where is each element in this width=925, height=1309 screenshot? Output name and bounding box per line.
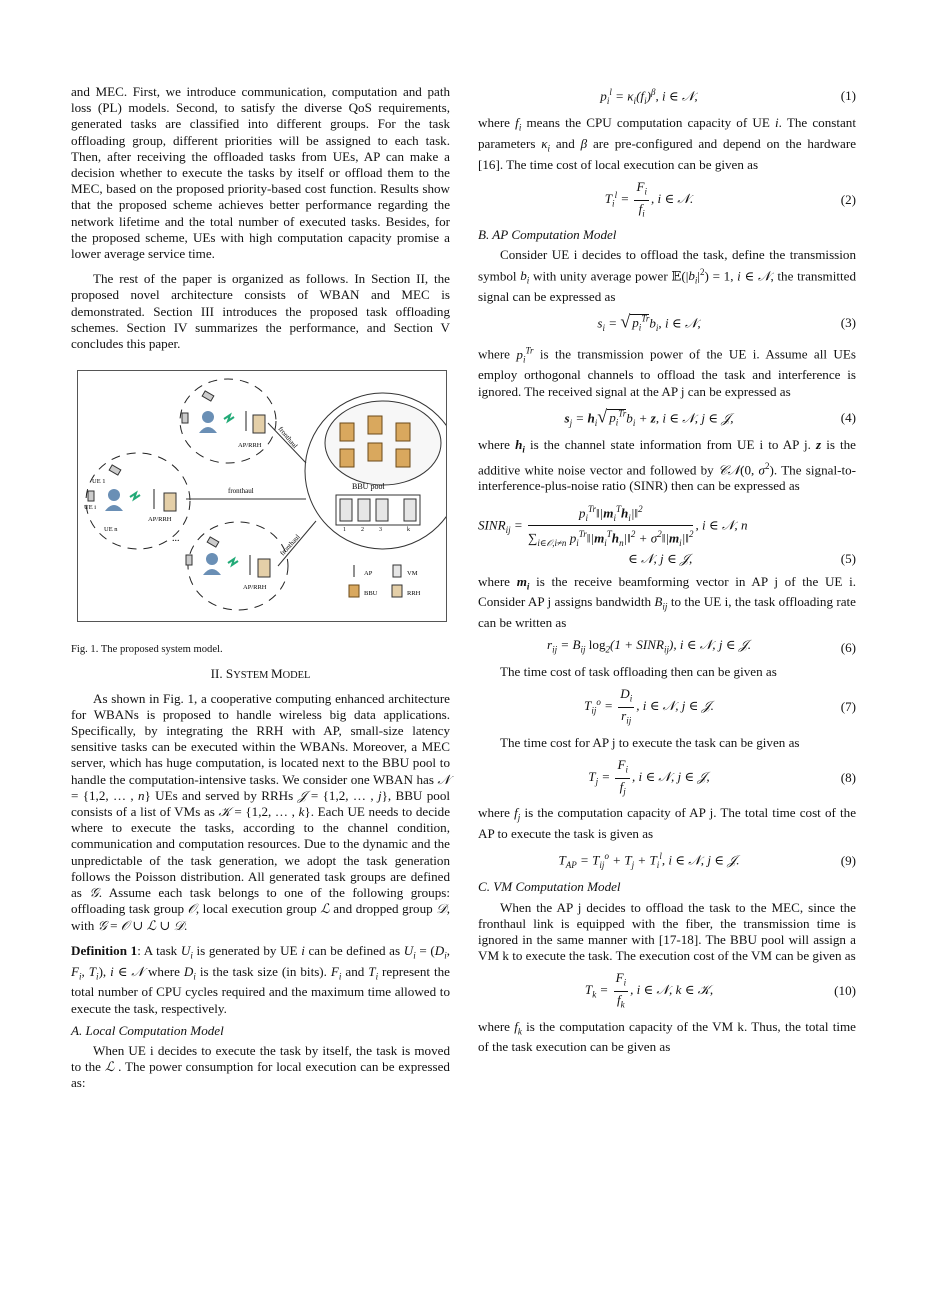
ap-rrh-label-top: AP/RRH [238, 442, 262, 450]
def-text-2: is generated by UE [196, 942, 298, 958]
eq1-text-2: . The constant parameters [478, 115, 856, 151]
where-word: where [478, 436, 510, 452]
def-text-7: represent the total number of CPU cycles required and the maximum time allowed to execute the task, respectively. [71, 963, 450, 1016]
local-model-paragraph: When UE i decides to execute the task by itself, the task is moved to the ℒ . The power consumption for local execution can be expressed as: [71, 1042, 450, 1091]
vm-model-paragraph: When the AP j decides to offload the task to the MEC, since the fronthaul link is equipped with the fiber, the transmission time is ignored in the same manner with [17-18]. The BBU pool will assign a VM k to execute the task. The execution cost of the VM can be given as [478, 899, 856, 964]
left-column [71, 84, 450, 1092]
ellipsis-dots: ... [172, 533, 180, 545]
section-title-s: S [225, 666, 234, 682]
equation-8: $T_j$ = $\frac{F_i}{f_j}$ , i ∈ 𝒩, j ∈ 𝒥, (8) [588, 756, 856, 797]
equation-number: (5) [840, 551, 856, 567]
where-word: where [478, 346, 510, 362]
sys-text-5: . Assume each task belongs to one of the following groups: offloading task group [71, 885, 450, 917]
vm-num-k: k [407, 527, 410, 534]
equation-number: (1) [840, 88, 856, 104]
eq10-text: is the computation capacity of the VM k. Thus, the total time of the task execution can be given as [478, 1018, 856, 1055]
equation-number: (4) [840, 410, 856, 426]
subsection-b-heading: B. AP Computation Model [478, 227, 617, 243]
user-head-icon [206, 553, 218, 565]
uei-label: UE i [84, 504, 97, 512]
time-offload-paragraph: The time cost of task offloading then can be given as [500, 664, 777, 680]
user-head-icon [202, 411, 214, 423]
right-column [478, 84, 856, 1056]
user-body-icon [203, 569, 221, 575]
def-text-1: : A task [137, 942, 178, 958]
legend-bbu-label: BBU [364, 590, 378, 598]
bbu-pool-label: BBU pool [352, 482, 385, 492]
after-eq3-paragraph: where $p_i^{Tr}$ is the transmission power of the UE i. Assume all UEs employ orthogonal channels to offload the task and interference is ignored. The received signal at the AP j can be expressed as [478, 345, 856, 399]
eq3-text: is the transmission power of the UE i. Assume all UEs employ orthogonal channels to offload the task and interference is ignored. The received signal at the AP j can be expressed as [478, 346, 856, 399]
legend-rrh-icon [392, 585, 402, 597]
vm-num-1: 1 [343, 527, 346, 534]
definition-paragraph: Definition 1: A task $U_i$ is generated by UE i can be defined as $U_i = (D_i$, $F_i$, $T_i$), i ∈ 𝒩 where $D_i$ is the task size (in bits). $F_i$ and $T_i$ represent the total number of CPU cycles required and the maximum time allowed to execute the task, respectively. [71, 942, 450, 1016]
fronthaul-label-top: fronthaul [276, 425, 300, 451]
eq5-text-2: to the UE i, the task offloading rate can be written as [478, 594, 856, 631]
sys-text-3: BBU pool consists of a list of VMs as [71, 787, 450, 820]
outline-paragraph: The rest of the paper is organized as follows. In Section II, the proposed novel architecture consists of WBAN and MEC is demonstrated. Section III introduces the proposed task offloading schemes. Section IV summarizes the performance, and Section V concludes this paper. [71, 271, 450, 352]
eq1-text-4: are pre-configured and depend on the hardware [16]. The time cost of local execution can be given as [478, 135, 857, 172]
section-title-m: M [271, 666, 283, 682]
cell-bottom [188, 522, 288, 610]
section-title-rest: YSTEM [233, 670, 272, 682]
ap-rrh-label-mid: AP/RRH [148, 516, 172, 524]
cloud-icon [325, 401, 441, 485]
legend-bbu-icon [349, 585, 359, 597]
sys-text-1: As shown in Fig. 1, a cooperative computing enhanced architecture for WBANs is proposed to handle wireless big data applications. Specifically, by integrating the RRH with AP, small-size latency sensitive tasks can be executed within the WBANs. Moreover, a MEC server, which has huge computation, is located next to the BBU pool to handle the computation-intensive tasks. We consider one WBAN has [71, 690, 450, 787]
subsection-c-heading: C. VM Computation Model [478, 879, 621, 895]
local-text-1: When UE i decides to execute the task by itself, the task is moved to the [71, 1042, 450, 1075]
equation-3: $s_i$ = √ $p_i^{Tr}b_i$, i ∈ 𝒩, (3) [597, 311, 856, 333]
after-eq8-paragraph: where $f_j$ is the computation capacity of AP j. The total time cost of the AP to execute the task is given as [478, 805, 857, 841]
def-text-3: can be defined as [308, 942, 401, 958]
user-body-icon [105, 505, 123, 511]
sensor-icon [88, 491, 94, 501]
ue1-label: UE 1 [92, 478, 106, 486]
section-title-rest2: ODEL [282, 670, 311, 682]
where-word: where [478, 805, 510, 821]
eq4-text-1: is the channel state information from UE i to AP j. [529, 436, 811, 452]
def-text-4: where [147, 963, 180, 979]
rrh-icon [164, 493, 176, 511]
rrh-icon [258, 559, 270, 577]
local-text-2: . The power consumption for local execution can be expressed as: [71, 1059, 450, 1091]
intro-paragraph: and MEC. First, we introduce communication, computation and path loss (PL) models. Second, to satisfy the diverse QoS requirements, generated tasks are classified into different groups. For the task offloading group, different priorities will be assigned to each task. Then, after receiving the offloaded tasks from UEs, AP can make a decision whether to execute the tasks by itself or offload them to the MEC, based on the proposed priority-based cost function. Results show that the proposed scheme achieves better performance regarding the network lifetime and the total number of executed tasks. Besides, for the proposed scheme, UEs with high computation capacity promise a lower average service time. [71, 84, 450, 262]
legend-vm-icon [393, 565, 401, 577]
uen-label: UE n [104, 526, 118, 534]
equation-number: (3) [840, 315, 856, 331]
user-body-icon [199, 427, 217, 433]
where-word: where [478, 573, 510, 589]
sys-text-8: , with [71, 901, 450, 933]
system-model-figure [77, 370, 447, 622]
equation-2: $T_i^l$ = $\frac{F_i}{f_i}$ , i ∈ 𝒩. (2) [604, 179, 856, 219]
legend-rrh-label: RRH [407, 590, 421, 598]
fronthaul-label-bot: fronthaul [278, 533, 302, 558]
def-text-6: and [345, 963, 365, 979]
sys-text-6: , local execution group [195, 901, 317, 917]
equation-number: (8) [840, 769, 856, 785]
equation-7: $T_{ij}^o$ = $\frac{D_i}{r_{ij}}$ , i ∈ 𝒩, j ∈ 𝒥. (7) [584, 686, 856, 726]
sensor-icon [207, 537, 219, 547]
fronthaul-label-mid: fronthaul [228, 487, 254, 496]
equation-1: $p_i^l = \kappa_i(f_i)^\beta$, i ∈ 𝒩, (1) [600, 87, 856, 106]
equation-number: (6) [840, 639, 856, 655]
equation-6: $r_{ij} = B_{ij}$ $\log_2(1$ + $SINR_{ij}$), i ∈ 𝒩, j ∈ 𝒥. (6) [546, 637, 856, 656]
after-eq10-paragraph: where $f_k$ is the computation capacity of the VM k. Thus, the total time of the task execution can be given as [478, 1018, 856, 1055]
after-eq4-paragraph: where $h_i$ is the channel state information from UE i to AP j. z is the additive white noise vector and followed by 𝒞𝒩(0, $\sigma^2$). The signal-to-interference-plus-noise ratio (SINR) then can be expressed as [478, 436, 856, 494]
sys-text-7: and dropped group [333, 901, 433, 917]
definition-label: Definition 1 [71, 942, 138, 958]
rrh-icon [253, 415, 265, 433]
eq1-text-1: means the CPU computation capacity of UE [526, 115, 770, 131]
section-number: II. [210, 666, 226, 682]
system-model-diagram [78, 371, 446, 621]
fronthaul-line-bot [278, 521, 316, 566]
equation-5: $SINR_{ij}$ = $\frac{p_i^{Tr}‖|m_i^Th_i|‖^2}{\sum_{i\in 𝒪,i\ne n} p_i^{Tr}‖|m_i^Th_n|‖^2 + \sigma^2‖|m_i|‖^2}$ , i ∈ 𝒩, n ∈ 𝒩, j ∈ 𝒥, (5) [478, 501, 856, 568]
after-eq1-paragraph: where $f_i$ means the CPU computation capacity of UE i. The constant parameters $\kappa_i$ and β are pre-configured and depend on the hardware [16]. The time cost of local execution can be given as [478, 115, 857, 172]
legend-ap-label: AP [364, 570, 373, 578]
wireless-link-icon [130, 493, 140, 499]
after-eq5-paragraph: where $m_i$ is the receive beamforming vector in AP j of the UE i. Consider AP j assigns bandwidth $B_{ij}$ to the UE i, the task offloading rate can be written as [478, 573, 856, 631]
subsection-a-heading: A. Local Computation Model [71, 1022, 224, 1038]
equation-number: (10) [834, 983, 856, 999]
equation-10: $T_k$ = $\frac{F_i}{f_k}$ , i ∈ 𝒩, k ∈ 𝒦, (10) [584, 970, 856, 1010]
eq4-text-3: . The signal-to-interference-plus-noise ratio (SINR) then can be expressed as [478, 462, 856, 494]
equation-number: (2) [840, 192, 856, 207]
ap-text-1: Consider UE i decides to offload the task, define the transmission symbol [478, 247, 856, 283]
sensor-icon [202, 391, 214, 401]
equation-9: $T_{AP} = T_{ij}^o + T_j + T_i^l$, i ∈ 𝒩, j ∈ 𝒥. (9) [558, 851, 856, 871]
def-text-5: is the task size (in bits). [199, 963, 327, 979]
vm-num-3: 3 [379, 527, 382, 534]
wireless-link-icon [224, 415, 234, 421]
vm-servers [340, 499, 416, 521]
where-word: where [478, 1018, 510, 1034]
equation-4: $s_j = h_i√$ $p_i^{Tr}b_i + z$, i ∈ 𝒩, j ∈ 𝒥, (4) [564, 406, 856, 428]
sys-text-4: . Each UE needs to decide where to execute the tasks, according to the channel condition, communication and computation resources. Due to the dynamic and the unpredictable of the task generation, we adopt the task generation follows the Poisson distribution. All generated task groups are defined as [71, 804, 451, 901]
legend-vm-label: VM [407, 570, 418, 578]
sys-text-2: UEs and served by RRHs [155, 787, 294, 803]
equation-number: (9) [840, 852, 856, 868]
equation-number: (7) [840, 699, 856, 715]
system-model-paragraph: As shown in Fig. 1, a cooperative computing enhanced architecture for WBANs is proposed to handle wireless big data applications. Specifically, by integrating the RRH with AP, small-size latency sensitive tasks can be executed within the WBANs. Moreover, a MEC server, which has huge computation, is located next to the BBU pool to handle the computation-intensive tasks. We consider one WBAN has 𝒩 = {1,2, … , n} UEs and served by RRHs 𝒥 = {1,2, … , j}, BBU pool consists of a list of VMs as 𝒦 = {1,2, … , k}. Each UE needs to decide where to execute the tasks, according to the channel condition, communication and computation resources. Due to the dynamic and the unpredictable of the task generation, we adopt the task generation follows the Poisson distribution. All generated task groups are defined as 𝒢. Assume each task belongs to one of the following groups: offloading task group 𝒪, local execution group ℒ and dropped group 𝒟, with 𝒢 = 𝒪 ∪ ℒ ∪ 𝒟. [71, 690, 451, 933]
ap-rrh-label-bot: AP/RRH [243, 584, 267, 592]
where-word: where [478, 115, 510, 131]
wireless-link-icon [228, 559, 238, 565]
eq5-text-1: is the receive beamforming vector in AP j of the UE i. Consider AP j assigns bandwidth [478, 573, 856, 610]
sensor-icon [109, 465, 121, 475]
eq8-text: is the computation capacity of AP j. The total time cost of the AP to execute the task is given as [478, 805, 857, 841]
ap-model-paragraph: Consider UE i decides to offload the task, define the transmission symbol $b_i$ with unity average power $𝔼(|b_i|^2) = 1$, i ∈ 𝒩, the transmitted signal can be expressed as [478, 247, 856, 304]
figure-caption: Fig. 1. The proposed system model. [71, 644, 223, 656]
sensor-icon [186, 555, 192, 565]
vm-num-2: 2 [361, 527, 364, 534]
eq1-text-3: and [555, 135, 575, 151]
section-heading [71, 666, 450, 684]
time-ap-paragraph: The time cost for AP j to execute the task can be given as [500, 734, 800, 750]
ap-text-3: , the transmitted signal can be expressed as [478, 267, 856, 304]
ap-text-2: with unity average power [533, 267, 668, 283]
user-head-icon [108, 489, 120, 501]
sensor-icon [182, 413, 188, 423]
eq4-text-2: is the additive white noise vector and followed by [478, 436, 856, 478]
